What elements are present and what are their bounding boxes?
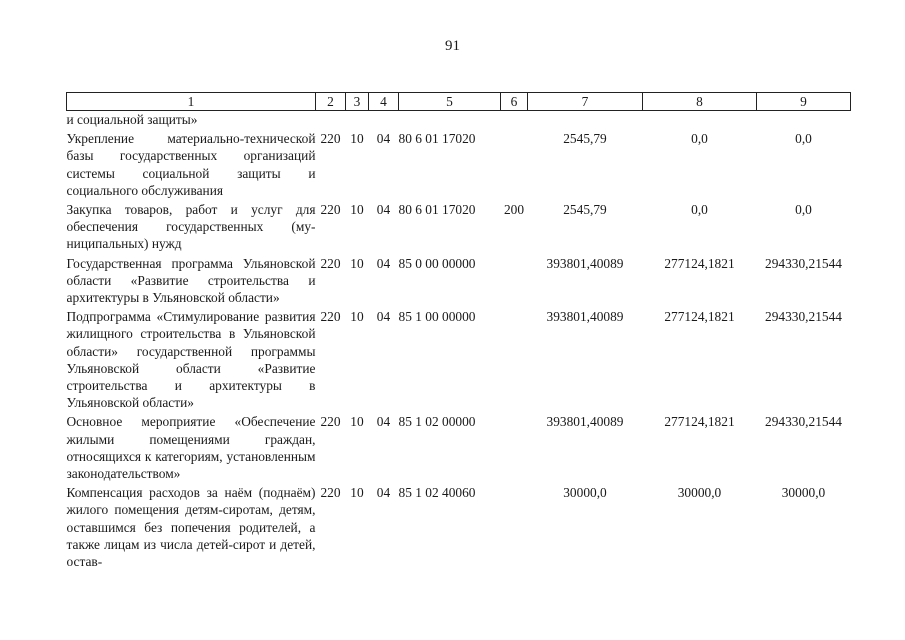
row-name: Государственная программа Ульяновской области «Развитие строительства и архитектуры в Ульяновской области» (66, 255, 316, 306)
row-name: Компенсация расходов за наём (поднаём) жилого помещения детям-сиротам, детям, оставшимся без попечения родителей, а также лицам из числа детей-сирот и детей, остав- (66, 485, 316, 570)
cell-amount-8: 277124,1821 (664, 414, 735, 430)
table-row (67, 482, 851, 570)
cell-amount-7: 30000,0 (563, 485, 607, 501)
cell-amount-7: 393801,40089 (546, 414, 624, 430)
header-cell: 5 (399, 93, 501, 111)
cell-amount-7: 393801,40089 (546, 255, 624, 271)
cell-target-article: 85 1 00 00000 (398, 309, 476, 325)
cell-amount-9 (757, 111, 851, 129)
cell-target-article: 80 6 01 17020 (398, 202, 476, 218)
cell-subsection: 04 (376, 485, 391, 501)
cell-amount-9: 0,0 (795, 202, 812, 218)
cell-expense-type (501, 482, 528, 570)
cell-section: 10 (350, 131, 364, 147)
row-name: Подпрограмма «Стимулирование развития жилищного строительства в Ульяновской области» государственной программы Ульяновской области «Развитие строительства и архитектуры в Ульяновской области» (66, 309, 316, 411)
cell-admin: 220 (320, 309, 341, 325)
budget-table (66, 92, 851, 570)
cell-target-article: 85 1 02 00000 (398, 414, 476, 430)
header-cell: 2 (316, 93, 346, 111)
cell-amount-9: 0,0 (795, 131, 812, 147)
table-row (67, 128, 851, 199)
cell-admin: 220 (320, 131, 341, 147)
cell-amount-8: 277124,1821 (664, 255, 735, 271)
table-row (67, 199, 851, 253)
cell-subsection (369, 111, 399, 129)
cell-subsection: 04 (376, 309, 391, 325)
cell-amount-8: 30000,0 (677, 485, 722, 501)
cell-admin: 220 (320, 485, 341, 501)
cell-expense-type (501, 128, 528, 199)
cell-amount-7: 2545,79 (563, 202, 607, 218)
header-cell: 6 (501, 93, 528, 111)
cell-subsection: 04 (376, 255, 391, 271)
cell-subsection: 04 (376, 202, 391, 218)
cell-section: 10 (350, 202, 364, 218)
cell-section: 10 (350, 414, 364, 430)
cell-amount-8: 277124,1821 (664, 309, 735, 325)
cell-section (346, 111, 369, 129)
cell-subsection: 04 (376, 131, 391, 147)
cell-amount-7: 393801,40089 (546, 309, 624, 325)
cell-section: 10 (350, 255, 364, 271)
table-row (67, 253, 851, 307)
page-number: 91 (445, 38, 460, 54)
row-name: Укрепление материально-технической базы государственных организаций системы социальной защиты и социального обслуживания (66, 131, 316, 198)
cell-target-article: 85 1 02 40060 (398, 485, 476, 501)
table-row (67, 111, 851, 129)
header-cell: 9 (757, 93, 851, 111)
row-name: и социальной защиты» (66, 112, 198, 127)
header-row (67, 93, 851, 111)
header-cell: 8 (643, 93, 757, 111)
cell-expense-type (501, 411, 528, 482)
header-cell: 4 (369, 93, 399, 111)
cell-target-article: 80 6 01 17020 (398, 131, 476, 147)
cell-admin: 220 (320, 255, 341, 271)
cell-expense-type (501, 253, 528, 307)
cell-section: 10 (350, 485, 364, 501)
header-cell: 3 (346, 93, 369, 111)
cell-expense-type (501, 111, 528, 129)
cell-amount-8 (643, 111, 757, 129)
row-name: Закупка товаров, работ и услуг для обеспечения государственных (муниципальных) нужд (66, 202, 316, 252)
cell-amount-8: 0,0 (691, 202, 708, 218)
cell-amount-9: 294330,21544 (765, 309, 842, 325)
cell-amount-9: 294330,21544 (765, 255, 842, 271)
cell-subsection: 04 (376, 414, 391, 430)
cell-amount-8: 0,0 (691, 131, 708, 147)
cell-target-article (399, 111, 501, 129)
row-name: Основное мероприятие «Обеспечение жилыми помещениями граждан, относящихся к категориям, установленным законодательством» (66, 414, 316, 482)
table-row (67, 411, 851, 482)
cell-admin: 220 (320, 414, 341, 430)
cell-admin: 220 (320, 202, 341, 218)
cell-amount-9: 294330,21544 (765, 414, 842, 430)
cell-amount-9: 30000,0 (781, 485, 826, 501)
table-row (67, 306, 851, 411)
cell-expense-type (501, 306, 528, 411)
cell-target-article: 85 0 00 00000 (398, 255, 476, 271)
cell-expense-type: 200 (503, 202, 525, 218)
cell-amount-7: 2545,79 (563, 131, 607, 147)
cell-admin (316, 111, 346, 129)
header-cell: 7 (528, 93, 643, 111)
cell-section: 10 (350, 309, 364, 325)
cell-amount-7 (528, 111, 643, 129)
header-cell: 1 (67, 93, 316, 111)
